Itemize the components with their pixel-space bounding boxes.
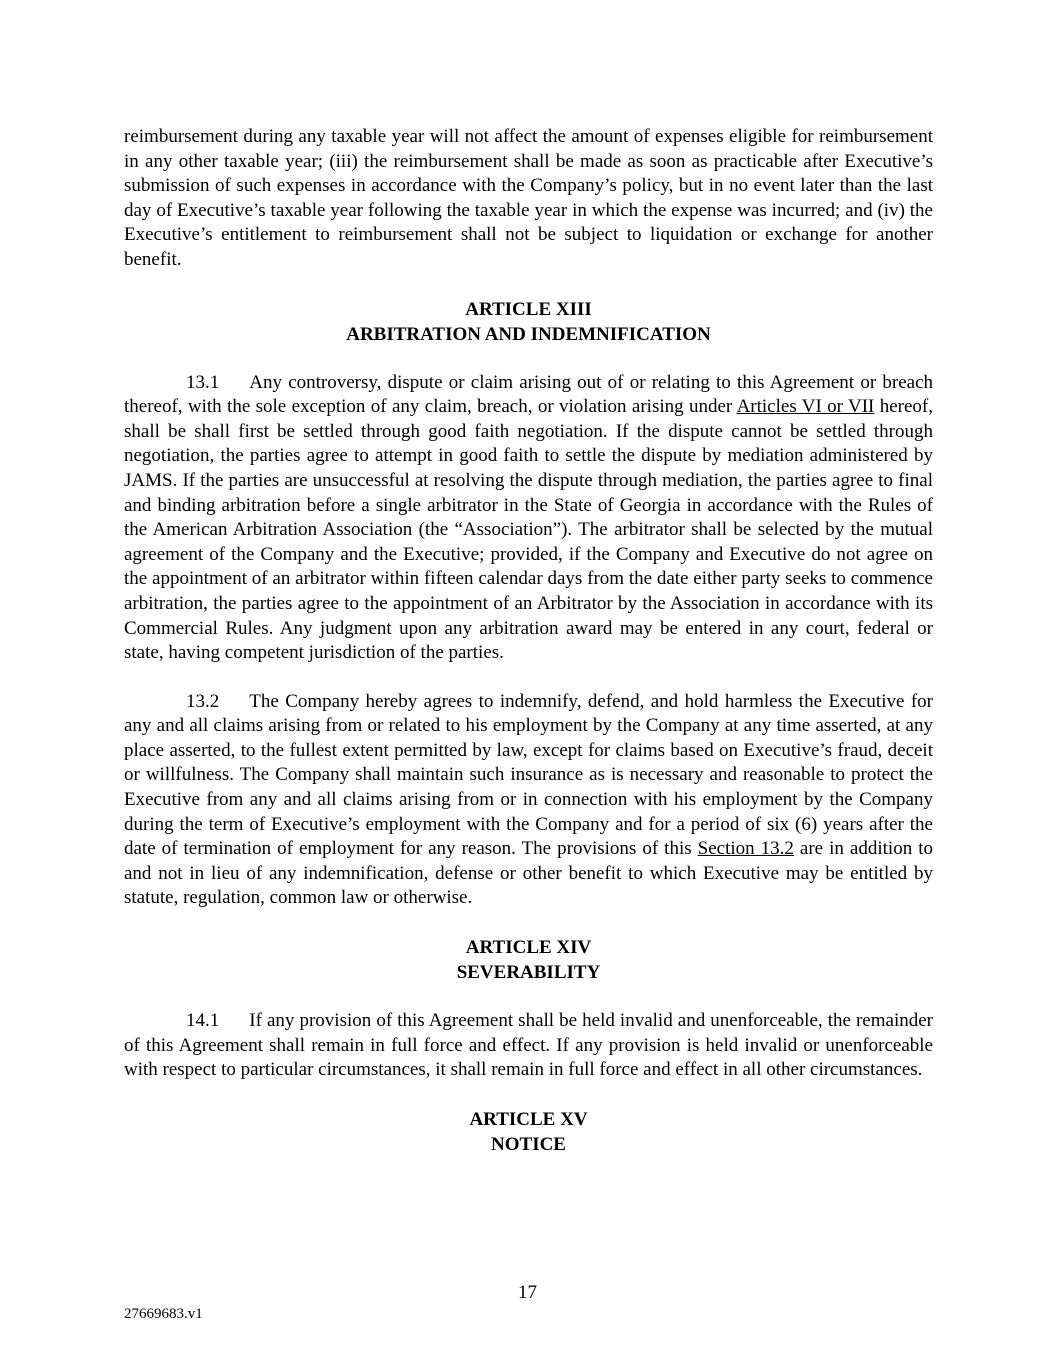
article-xv-title: ARTICLE XV (469, 1108, 588, 1130)
section-13-1-text: Any controversy, dispute or claim arising out of or relating to this Agreement or breach thereof, with the sole exception of any claim, breach, or violation arising under (124, 371, 933, 418)
article-xiii-heading (124, 297, 933, 347)
article-xiv-heading (124, 935, 933, 985)
section-13-1-number: 13.1 (186, 371, 220, 393)
article-xv-heading (124, 1107, 933, 1157)
section-13-2-paragraph (124, 690, 933, 911)
section-13-1-cross-reference: Articles VI or VII (736, 396, 875, 418)
article-xiii-title: ARTICLE XIII (465, 298, 592, 320)
section-13-2-text-continued: are in addition to and not in lieu of any indemnification, defense or other benefit to which Executive may be entitled by statute, regulation, common law or otherwise. (124, 838, 933, 909)
article-xv-subtitle: NOTICE (491, 1133, 566, 1155)
section-14-1-text: If any provision of this Agreement shall be held invalid and unenforceable, the remainder of this Agreement shall remain in full force and effect. If any provision is held invalid or unenforceable with respect to particular circumstances, it shall remain in full force and effect in all other circumstances. (124, 1010, 933, 1081)
section-13-2-number: 13.2 (186, 690, 220, 712)
section-13-2-cross-reference: Section 13.2 (697, 838, 794, 860)
section-13-2-text: The Company hereby agrees to indemnify, defend, and hold harmless the Executive for any and all claims arising from or related to his employment by the Company at any time asserted, at any place asserted, to the fullest extent permitted by law, except for claims based on Executive’s fraud, deceit or willfulness. The Company shall maintain such insurance as is necessary and reasonable to protect the Executive from any and all claims arising from or in connection with his employment by the Company during the term of Executive’s employment with the Company and for a period of six (6) years after the date of termination of employment for any reason. The provisions of this (124, 690, 933, 860)
continuation-paragraph: reimbursement during any taxable year will not affect the amount of expenses eligible for reimbursement in any other taxable year; (iii) the reimbursement shall be made as soon as practicable after Executive’s submission of such expenses in accordance with the Company’s policy, but in no event later than the last day of Executive’s taxable year following the taxable year in which the expense was incurred; and (iv) the Executive’s entitlement to reimbursement shall not be subject to liquidation or exchange for another benefit. (124, 126, 933, 270)
article-xiv-subtitle: SEVERABILITY (456, 962, 601, 984)
document-id-footer: 27669683.v1 (124, 1306, 203, 1322)
article-xiii-subtitle: ARBITRATION AND INDEMNIFICATION (346, 323, 711, 345)
page-number: 17 (518, 1282, 537, 1303)
article-xiv-title: ARTICLE XIV (465, 937, 592, 959)
section-14-1-number: 14.1 (186, 1010, 220, 1032)
section-13-1-paragraph (124, 371, 933, 666)
section-14-1-paragraph (124, 1009, 933, 1083)
section-13-1-text-continued: hereof, shall be shall first be settled through good faith negotiation. If the dispute cannot be settled through negotiation, the parties agree to attempt in good faith to settle the dispute by mediation administered by JAMS. If the parties are unsuccessful at resolving the dispute through mediation, the parties agree to final and binding arbitration before a single arbitrator in the State of Georgia in accordance with the Rules of the American Arbitration Association (the “Association”). The arbitrator shall be selected by the mutual agreement of the Company and the Executive; provided, if the Company and Executive do not agree on the appointment of an arbitrator within fifteen calendar days from the date either party seeks to commence arbitration, the parties agree to the appointment of an Arbitrator by the Association in accordance with its Commercial Rules. Any judgment upon any arbitration award may be entered in any court, federal or state, having competent jurisdiction of the parties. (124, 396, 933, 664)
document-body (124, 125, 933, 1181)
